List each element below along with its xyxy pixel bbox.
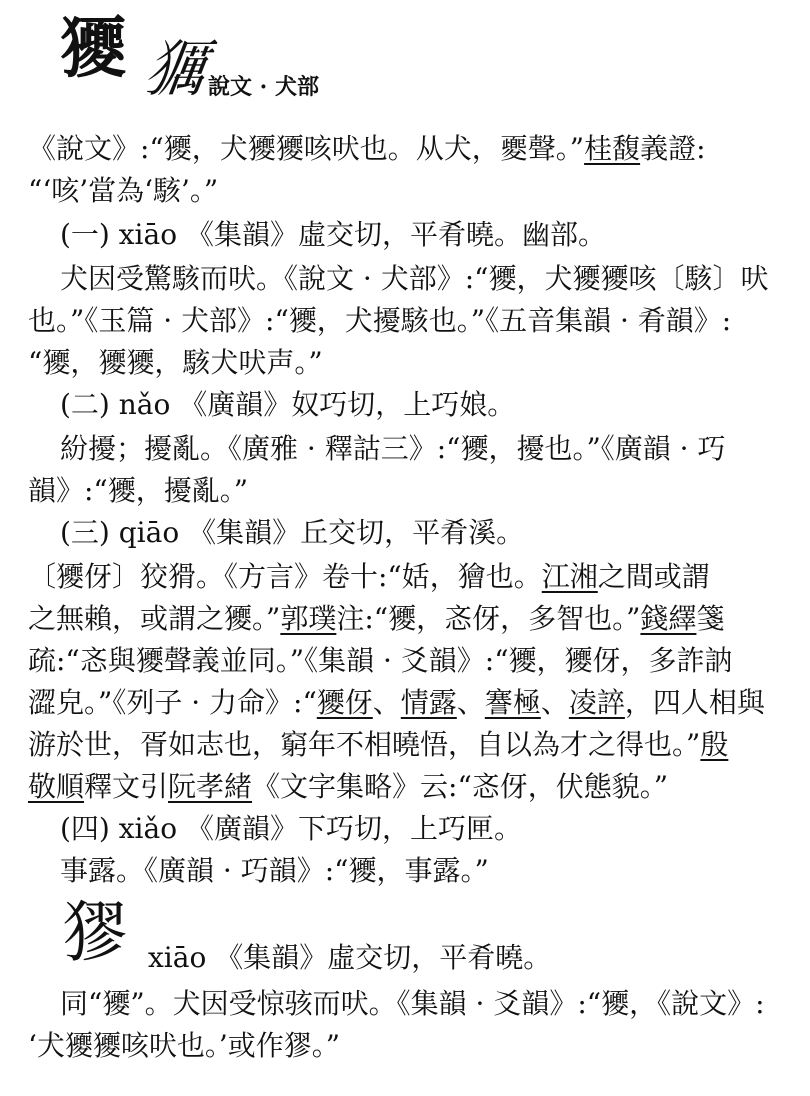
text-line xyxy=(28,682,788,724)
headword: 獿 xyxy=(60,9,126,87)
sense-heading-3 xyxy=(60,512,790,554)
text-run: 之間或謂 xyxy=(597,560,710,593)
text-line xyxy=(28,300,788,342)
sense-heading-1 xyxy=(60,214,790,256)
text-run: 澀皃。”《列子 · 力命》:“ xyxy=(28,686,317,719)
text-line xyxy=(28,470,788,512)
text-run: 箋 xyxy=(696,602,725,635)
text-run: 韻》:“獿，擾亂。” xyxy=(28,474,249,507)
text-line: ‘犬獿獿咳吠也。’或作㺒。” xyxy=(28,1029,341,1062)
person-name: 謇極 xyxy=(484,686,541,719)
text-run: 事露。《廣韻 · 巧韻》:“獿，事露。” xyxy=(60,854,489,887)
text-run: (三) qiāo 《集韻》丘交切，平肴溪。 xyxy=(60,516,525,549)
text-run: “‘咳’當為‘駭’。” xyxy=(28,174,219,207)
text-line xyxy=(28,640,788,682)
text-run: 、 xyxy=(540,686,569,719)
text-line xyxy=(28,724,788,766)
person-name: 情露 xyxy=(400,686,457,719)
person-name: 殷 xyxy=(700,728,729,761)
text-run: (一) xiāo 《集韻》虛交切，平肴曉。幽部。 xyxy=(60,218,606,251)
text-run: (二) nǎo 《廣韻》奴巧切，上巧娘。 xyxy=(60,388,516,421)
place-name: 江湘 xyxy=(541,560,598,593)
sense-heading-2 xyxy=(60,384,790,426)
reading-2: xiāo 《集韻》虛交切，平肴曉。 xyxy=(148,941,552,974)
text-run: ，四人相與 xyxy=(624,686,765,719)
text-run: 注:“獿，忞伢，多智也。” xyxy=(336,602,641,635)
entry-header xyxy=(60,8,760,113)
text-run: 義證: xyxy=(640,132,706,165)
person-name: 郭璞 xyxy=(280,602,337,635)
text-run: 游於世，胥如志也，窮年不相曉悟，自以為才之得也。” xyxy=(28,728,701,761)
person-name: 凌誶 xyxy=(568,686,625,719)
text-run: 疏:“忞與獿聲義並同。”《集韻 · 爻韻》:“獿，獿伢，多詐訥 xyxy=(28,644,733,677)
text-run: 釋文引 xyxy=(84,770,169,803)
person-name: 阮孝緒 xyxy=(168,770,253,803)
text-line xyxy=(60,850,790,892)
text-line xyxy=(60,428,790,470)
text-line xyxy=(60,258,790,300)
source-label: 說文 · 犬部 xyxy=(208,74,319,100)
text-run: (四) xiǎo 《廣韻》下巧切，上巧匣。 xyxy=(60,812,522,845)
person-name: 敬順 xyxy=(28,770,85,803)
seal-script-glyph: 𤢵 xyxy=(138,33,212,106)
text-line: 同“獿”。犬因受惊骇而吠。《集韻 · 爻韻》:“獿，《說文》: xyxy=(60,987,765,1020)
text-line xyxy=(28,128,788,170)
text-run: 紛擾；擾亂。《廣雅 · 釋詁三》:“獿，擾也。”《廣韻 · 巧 xyxy=(60,432,726,465)
text-run: 〔獿伢〕狡猾。《方言》卷十:“姡，獪也。 xyxy=(28,560,542,593)
headword-2: 㺒 xyxy=(62,894,128,971)
sense-heading-4 xyxy=(60,808,790,850)
text-run: 、 xyxy=(456,686,485,719)
text-line xyxy=(28,598,788,640)
text-run: 《文字集略》云:“忞伢，伏態貌。” xyxy=(252,770,669,803)
text-run: 也。”《玉篇 · 犬部》:“獿，犬擾駭也。”《五音集韻 · 肴韻》: xyxy=(28,304,732,337)
text-run: 《說文》:“獿，犬獿獿咳吠也。从犬，夒聲。” xyxy=(28,132,585,165)
person-name: 錢繹 xyxy=(640,602,697,635)
text-run: 犬因受驚駭而吠。《說文 · 犬部》:“獿，犬獿獿咳〔駭〕吠 xyxy=(60,262,769,295)
text-line xyxy=(28,766,788,808)
text-run: 、 xyxy=(372,686,401,719)
text-line xyxy=(28,170,788,212)
text-line xyxy=(28,342,788,384)
person-name: 獿伢 xyxy=(316,686,373,719)
text-run: “獿，獿獿，駭犬吠声。” xyxy=(28,346,323,379)
person-name: 桂馥 xyxy=(584,132,641,165)
text-run: 之無賴，或謂之獿。” xyxy=(28,602,281,635)
text-line xyxy=(28,556,788,598)
